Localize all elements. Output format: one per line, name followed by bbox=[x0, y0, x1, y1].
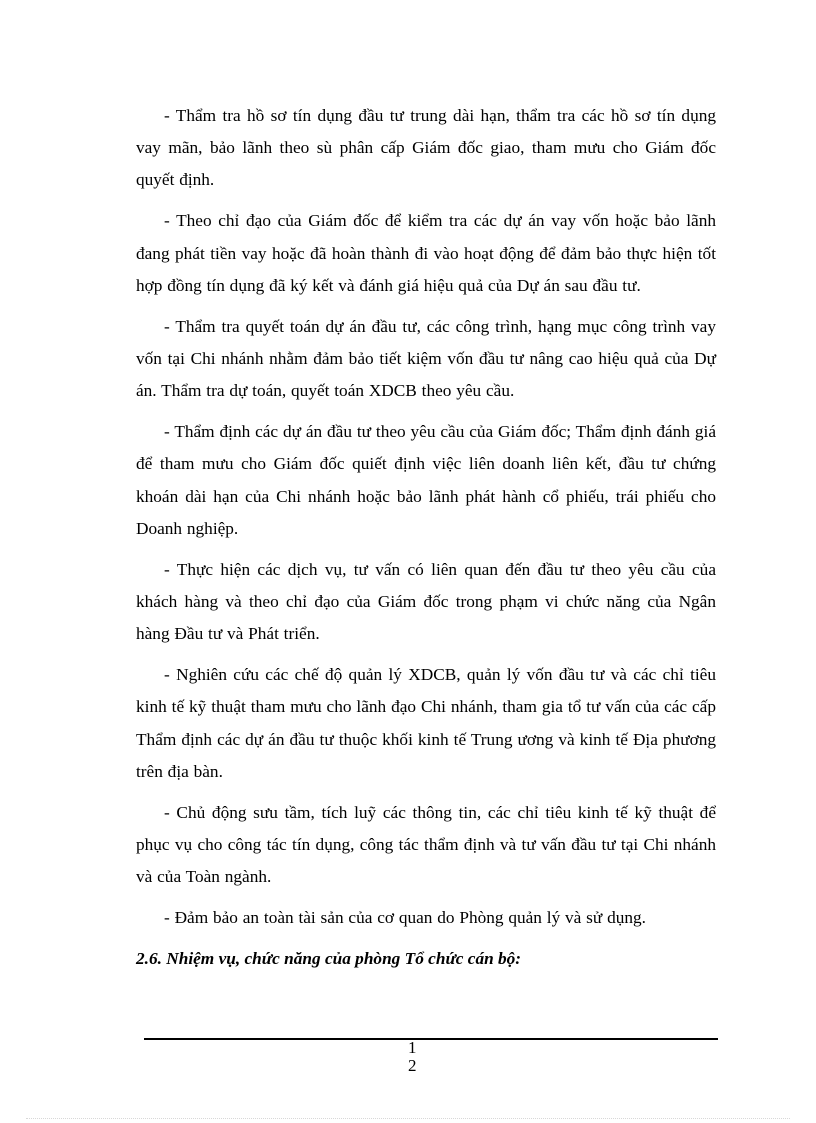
paragraph-8: - Đảm bảo an toàn tài sản của cơ quan do Phòng quản lý và sử dụng. bbox=[164, 908, 646, 928]
paragraph-4: - Thẩm định các dự án đầu tư theo yêu cầu của Giám đốc; Thẩm định đánh giá để tham mưu cho Giám đốc quiết định việc liên doanh liên kết, đầu tư chứng khoán dài hạn của Chi nhánh hoặc bảo lãnh phát hành cổ phiếu, trái phiếu cho Doanh nghiệp. bbox=[136, 422, 716, 538]
paragraph-3: - Thẩm tra quyết toán dự án đầu tư, các công trình, hạng mục công trình vay vốn tại Chi nhánh nhằm đảm bảo tiết kiệm vốn đầu tư nâng cao hiệu quả của Dự án. Thẩm tra dự toán, quyết toán XDCB theo yêu cầu. bbox=[136, 316, 716, 401]
page-number bbox=[408, 1039, 448, 1075]
paragraph-6: - Nghiên cứu các chế độ quản lý XDCB, quản lý vốn đầu tư và các chỉ tiêu kinh tế kỹ thuật tham mưu cho lãnh đạo Chi nhánh, tham gia tổ tư vấn của các cấp Thẩm định các dự án đầu tư thuộc khối kinh tế Trung ương và kinh tế Địa phương trên địa bàn. bbox=[136, 665, 716, 781]
page-number-line-2: 2 bbox=[408, 1056, 417, 1075]
page-number-line-1: 1 bbox=[408, 1038, 417, 1057]
paragraph-2: - Theo chỉ đạo của Giám đốc để kiểm tra các dự án vay vốn hoặc bảo lãnh đang phát tiền vay hoặc đã hoàn thành đi vào hoạt động để đảm bảo thực hiện tốt hợp đồng tín dụng đã ký kết và đánh giá hiệu quả của Dự án sau đầu tư. bbox=[136, 211, 716, 295]
document-body bbox=[136, 100, 716, 975]
paragraph-5: - Thực hiện các dịch vụ, tư vấn có liên quan đến đầu tư theo yêu cầu của khách hàng và theo chỉ đạo của Giám đốc trong phạm vi chức năng của Ngân hàng Đầu tư và Phát triển. bbox=[136, 559, 716, 644]
paragraph-1: - Thẩm tra hồ sơ tín dụng đầu tư trung dài hạn, thẩm tra các hồ sơ tín dụng vay mãn, bảo lãnh theo sù phân cấp Giám đốc giao, tham mưu cho Giám đốc quyết định. bbox=[136, 106, 716, 190]
page-edge-divider bbox=[26, 1118, 790, 1119]
section-heading: 2.6. Nhiệm vụ, chức năng của phòng Tổ chức cán bộ: bbox=[136, 949, 522, 969]
paragraph-7: - Chủ động sưu tầm, tích luỹ các thông tin, các chỉ tiêu kinh tế kỹ thuật để phục vụ cho công tác tín dụng, công tác thẩm định và tư vấn đầu tư tại Chi nhánh và của Toàn ngành. bbox=[136, 802, 716, 887]
